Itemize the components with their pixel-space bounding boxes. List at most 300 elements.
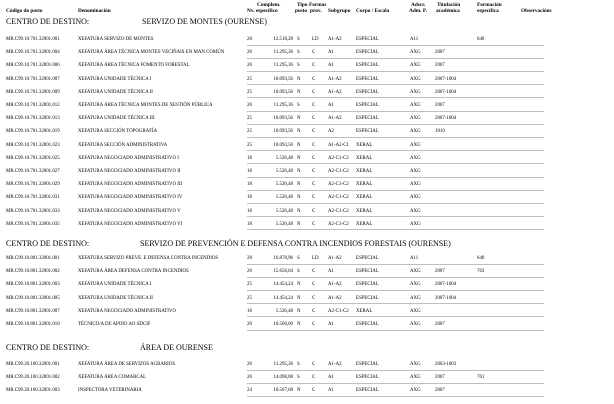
row-rule: [247, 264, 544, 265]
row-corpo: ESPECIAL: [356, 63, 379, 69]
row-titulacion: 2007: [435, 322, 445, 327]
row-nivel: 25: [247, 142, 252, 148]
row-denominacion: TÉCNICO/A DE APOIO AO SDCIF: [78, 322, 151, 327]
row-tipo: N: [297, 195, 301, 201]
row-denominacion: INSPECTORA VETERINARIA: [78, 388, 142, 394]
row-nivel: 26: [247, 63, 252, 69]
row-adscricion: AXG: [410, 182, 421, 188]
section-name: SERVIZO DE MONTES (OURENSE): [142, 17, 267, 26]
row-denominacion: XEFATURA NEGOCIADO ADMINISTRATIVO: [78, 308, 176, 314]
row-adscricion: A11: [410, 256, 419, 261]
row-nivel: 25: [247, 129, 252, 135]
row-titulacion: 2007: [435, 103, 445, 108]
row-tipo: S: [297, 375, 300, 381]
row-code: MR.C99.10.701.32001.012: [6, 103, 60, 108]
row-tipo: N: [297, 142, 301, 148]
row-formas: C: [312, 76, 316, 82]
row-subgrupo: A1-A2: [328, 116, 342, 122]
row-rule: [247, 277, 544, 278]
row-corpo: ESPECIAL: [356, 129, 379, 135]
table-row: [0, 222, 614, 235]
section-label: CENTRO DE DESTINO:: [6, 17, 90, 26]
row-nivel: 18: [247, 195, 252, 201]
row-tipo: S: [297, 362, 300, 367]
row-corpo: ESPECIAL: [356, 282, 379, 288]
row-subgrupo: A2: [328, 129, 334, 135]
row-adscricion: AXG: [410, 103, 421, 108]
row-complemento: 14.454,24: [273, 282, 293, 288]
table-row: [0, 209, 614, 222]
row-adscricion: AXG: [410, 129, 421, 135]
row-adscricion: AXG: [410, 50, 421, 56]
row-nivel: 18: [247, 208, 252, 214]
row-rule: [247, 84, 544, 85]
row-subgrupo: A2-C1-C2: [328, 221, 349, 227]
row-nivel: 25: [247, 295, 252, 301]
row-tipo: N: [297, 208, 301, 214]
row-adscricion: AXG: [410, 169, 421, 174]
row-complemento: 5.526,48: [275, 221, 293, 227]
row-formas: C: [312, 142, 316, 148]
row-code: MR.C99.10.701.32001.029: [6, 182, 60, 188]
row-rule: [247, 316, 544, 317]
row-rule: [247, 97, 544, 98]
row-titulacion: 2007: [435, 63, 445, 69]
header-complem-1: Complem.: [257, 2, 281, 8]
row-subgrupo: A1: [328, 269, 334, 275]
row-formas: C: [312, 362, 316, 367]
row-formas: C: [312, 282, 316, 288]
header-complem-2: Nv. específico: [247, 8, 278, 14]
row-subgrupo: A1: [328, 322, 334, 327]
row-rule: [247, 190, 544, 191]
row-complemento: 10.093,56: [273, 76, 293, 82]
row-rule: [247, 111, 544, 112]
row-subgrupo: A1-A2: [328, 89, 342, 95]
row-tipo: N: [297, 322, 301, 327]
row-corpo: XERAL: [356, 195, 373, 201]
row-denominacion: XEFATURA ÁREA TÉCNICA FOMENTO FORESTAL: [78, 63, 190, 69]
header-formacion-2: específica: [477, 8, 499, 14]
row-formas: C: [312, 182, 316, 188]
table-row: [0, 282, 614, 295]
row-nivel: 18: [247, 169, 252, 174]
row-titulacion: 2007: [435, 375, 445, 381]
row-adscricion: AXG: [410, 322, 421, 327]
table-row: [0, 296, 614, 309]
row-formas: C: [312, 195, 316, 201]
row-corpo: ESPECIAL: [356, 116, 379, 122]
row-titulacion: 2007-1004: [435, 295, 457, 301]
row-code: MR.C99.10.701.32001.023: [6, 142, 60, 148]
table-row: [0, 375, 614, 388]
row-formas: C: [312, 169, 316, 174]
row-complemento: 11.295,36: [273, 103, 293, 108]
row-adscricion: AXG: [410, 308, 421, 314]
row-nivel: 18: [247, 308, 252, 314]
row-adscricion: AXG: [410, 89, 421, 95]
row-titulacion: 2007-1004: [435, 89, 457, 95]
row-rule: [247, 177, 544, 178]
row-denominacion: XEFATURA NEGOCIADO ADMINISTRATIVO VI: [78, 221, 183, 227]
row-denominacion: XEFATURA NEGOCIADO ADMINISTRATIVO I: [78, 155, 179, 161]
row-adscricion: AXG: [410, 142, 421, 148]
row-code: MR.C99.10.701.32001.019: [6, 129, 60, 135]
row-subgrupo: A1-A2: [328, 37, 342, 42]
row-corpo: XERAL: [356, 208, 373, 214]
table-row: [0, 256, 614, 269]
table-row: [0, 322, 614, 335]
row-code: MR.C99.10.801.32001.002: [6, 269, 60, 275]
row-corpo: ESPECIAL: [356, 322, 379, 327]
table-row: [0, 362, 614, 375]
row-formas: C: [312, 63, 316, 69]
row-adscricion: AXG: [410, 63, 421, 69]
row-code: MR.C99.10.701.32001.006: [6, 63, 60, 69]
row-denominacion: XEFATURA SECCIÓN TOPOGRAFÍA: [78, 129, 158, 135]
row-tipo: N: [297, 221, 301, 227]
row-nivel: 18: [247, 182, 252, 188]
row-denominacion: XEFATURA SERVIZO DE MONTES: [78, 37, 154, 42]
header-titulacion-1: Titulación: [437, 2, 461, 8]
row-corpo: ESPECIAL: [356, 103, 379, 108]
row-adscricion: AXG: [410, 269, 421, 275]
row-code: MR.C99.10.701.32001.004: [6, 50, 60, 56]
row-complemento: 5.526,48: [275, 169, 293, 174]
row-tipo: N: [297, 155, 301, 161]
row-titulacion: 2007: [435, 50, 445, 56]
row-formas: C: [312, 50, 316, 56]
row-adscricion: AXG: [410, 195, 421, 201]
row-denominacion: XEFATURA SECCIÓN ADMINISTRATIVA: [78, 142, 168, 148]
row-complemento: 15.656,04: [273, 269, 293, 275]
row-rule: [247, 163, 544, 164]
row-tipo: N: [297, 388, 301, 394]
row-code: MR.C99.10.701.32001.001: [6, 37, 60, 42]
row-formas: C: [312, 129, 316, 135]
row-subgrupo: A2-C1-C2: [328, 169, 349, 174]
header-titulacion-2: académica: [436, 8, 460, 14]
row-tipo: N: [297, 295, 301, 301]
row-formas: C: [312, 308, 316, 314]
row-code: MR.C99.20.100.32001.001: [6, 362, 60, 367]
row-adscricion: AXG: [410, 116, 421, 122]
row-complemento: 10.093,56: [273, 129, 293, 135]
row-rule: [247, 383, 544, 384]
row-corpo: XERAL: [356, 182, 373, 188]
section-label: CENTRO DE DESTINO:: [6, 239, 90, 248]
header-formas-2: prov.: [310, 8, 322, 14]
row-complemento: 10.093,56: [273, 89, 293, 95]
row-code: MR.C99.10.801.32001.003: [6, 282, 60, 288]
row-formas: C: [312, 116, 316, 122]
row-formacion: 761: [477, 375, 485, 381]
row-code: MR.C99.10.701.32001.007: [6, 76, 60, 82]
row-formas: C: [312, 388, 316, 394]
row-adscricion: AXG: [410, 221, 421, 227]
header-observacions: Observacións: [521, 8, 552, 14]
row-tipo: N: [297, 308, 301, 314]
row-code: MR.C99.10.701.32001.013: [6, 116, 60, 122]
row-code: MR.C99.10.701.32001.033: [6, 208, 60, 214]
row-rule: [247, 330, 544, 331]
row-formacion: 640: [477, 256, 485, 261]
section-name: SERVIZO DE PREVENCIÓN E DEFENSA CONTRA INCENDIOS FORESTAIS (OURENSE): [140, 239, 451, 248]
row-denominacion: XEFATURA UNIDADE TÉCNICA I: [78, 76, 152, 82]
header-formas-1: Formas: [309, 2, 327, 8]
row-formas: C: [312, 208, 316, 214]
row-denominacion: XEFATURA ÁREA DEFENSA CONTRA INCENDIOS: [78, 269, 189, 275]
row-corpo: ESPECIAL: [356, 37, 379, 42]
row-subgrupo: A1: [328, 388, 334, 394]
row-complemento: 10.567,68: [273, 388, 293, 394]
row-complemento: 10.093,56: [273, 116, 293, 122]
row-complemento: 5.526,48: [275, 195, 293, 201]
row-nivel: 25: [247, 76, 252, 82]
row-denominacion: XEFATURA UNIDADE TÉCNICA III: [78, 116, 155, 122]
row-tipo: S: [297, 269, 300, 275]
row-subgrupo: A2-C1-C2: [328, 308, 349, 314]
header-corpo: Corpo / Escala: [356, 8, 390, 14]
row-complemento: 14.098,08: [273, 375, 293, 381]
row-rule: [247, 229, 544, 230]
row-corpo: ESPECIAL: [356, 388, 379, 394]
row-adscricion: A11: [410, 37, 419, 42]
row-tipo: N: [297, 182, 301, 188]
row-complemento: 11.295,36: [273, 50, 293, 56]
row-denominacion: XEFATURA NEGOCIADO ADMINISTRATIVO II: [78, 169, 181, 174]
row-code: MR.C99.10.801.32001.010: [6, 322, 60, 327]
section-name: ÁREA DE OURENSE: [140, 343, 213, 352]
row-subgrupo: A2-C1-C2: [328, 208, 349, 214]
row-tipo: S: [297, 103, 300, 108]
row-denominacion: XEFATURA ÁREA TÉCNICA MONTES DE XESTIÓN PÚBLICA: [78, 103, 213, 108]
row-tipo: S: [297, 63, 300, 69]
row-nivel: 25: [247, 282, 252, 288]
row-corpo: ESPECIAL: [356, 256, 379, 261]
row-nivel: 26: [247, 103, 252, 108]
header-subgrupo: Subgrupo: [328, 8, 351, 14]
row-nivel: 25: [247, 116, 252, 122]
row-tipo: N: [297, 282, 301, 288]
row-subgrupo: A1: [328, 375, 334, 381]
row-tipo: S: [297, 256, 300, 261]
row-subgrupo: A2-C1-C2: [328, 182, 349, 188]
row-rule: [247, 58, 544, 59]
row-nivel: 25: [247, 89, 252, 95]
row-tipo: N: [297, 76, 301, 82]
row-complemento: 5.526,48: [275, 155, 293, 161]
table-row: [0, 90, 614, 103]
table-row: [0, 63, 614, 76]
table-row: [0, 195, 614, 208]
row-nivel: 20: [247, 322, 252, 327]
table-row: [0, 156, 614, 169]
row-adscricion: AXG: [410, 295, 421, 301]
row-rule: [247, 290, 544, 291]
row-denominacion: XEFATURA NEGOCIADO ADMINISTRATIVO V: [78, 208, 181, 214]
row-nivel: 26: [247, 375, 252, 381]
table-row: [0, 77, 614, 90]
row-corpo: XERAL: [356, 142, 373, 148]
table-row: [0, 269, 614, 282]
table-row: [0, 388, 614, 401]
row-corpo: ESPECIAL: [356, 295, 379, 301]
row-adscricion: AXG: [410, 388, 421, 394]
row-titulacion: 2003-1003: [435, 362, 457, 367]
row-subgrupo: A2-C1-C2: [328, 155, 349, 161]
row-tipo: N: [297, 116, 301, 122]
row-code: MR.C99.10.801.32001.005: [6, 295, 60, 301]
row-tipo: N: [297, 89, 301, 95]
header-denominacion: Denominación: [78, 8, 111, 14]
row-nivel: 18: [247, 155, 252, 161]
row-corpo: XERAL: [356, 155, 373, 161]
section-label: CENTRO DE DESTINO:: [6, 343, 90, 352]
row-titulacion: 2007-1004: [435, 116, 457, 122]
row-corpo: XERAL: [356, 308, 373, 314]
table-row: [0, 103, 614, 116]
row-corpo: ESPECIAL: [356, 50, 379, 56]
row-rule: [247, 45, 544, 46]
row-code: MR.C99.10.801.32001.007: [6, 308, 60, 314]
row-complemento: 11.295,36: [273, 63, 293, 69]
row-subgrupo: A1: [328, 50, 334, 56]
row-adscricion: AXG: [410, 155, 421, 161]
row-subgrupo: A1-A2: [328, 76, 342, 82]
row-rule: [247, 396, 544, 397]
row-rule: [247, 71, 544, 72]
row-titulacion: 2007-1004: [435, 282, 457, 288]
row-denominacion: XEFATURA ÁREA TÉCNICA MONTES VECIÑAIS EN MAN COMÚN: [78, 50, 225, 56]
row-corpo: ESPECIAL: [356, 362, 379, 367]
row-titulacion: 2007-1004: [435, 76, 457, 82]
row-formas: C: [312, 155, 316, 161]
row-formacion: 763: [477, 269, 485, 275]
row-denominacion: XEFATURA UNIDADE TÉCNICA II: [78, 89, 153, 95]
row-code: MR.C99.10.701.32001.027: [6, 169, 60, 174]
row-subgrupo: A1: [328, 63, 334, 69]
table-row: [0, 50, 614, 63]
header-tipo-2: posto: [295, 8, 308, 14]
row-titulacion: 2007: [435, 269, 445, 275]
row-corpo: ESPECIAL: [356, 375, 379, 381]
table-row: [0, 37, 614, 50]
row-tipo: N: [297, 169, 301, 174]
row-corpo: XERAL: [356, 169, 373, 174]
row-complemento: 16.878,96: [273, 256, 293, 261]
row-subgrupo: A1-A2: [328, 295, 342, 301]
row-subgrupo: A1-A2: [328, 282, 342, 288]
row-adscricion: AXG: [410, 375, 421, 381]
table-row: [0, 182, 614, 195]
row-adscricion: AXG: [410, 282, 421, 288]
row-adscricion: AXG: [410, 362, 421, 367]
row-formas: C: [312, 375, 316, 381]
row-nivel: 24: [247, 388, 252, 394]
row-code: MR.C99.10.701.32001.031: [6, 195, 60, 201]
row-adscricion: AXG: [410, 208, 421, 214]
table-row: [0, 129, 614, 142]
row-tipo: S: [297, 37, 300, 42]
row-rule: [247, 303, 544, 304]
row-complemento: 10.560,00: [273, 322, 293, 327]
header-tipo-1: Tipo: [297, 2, 308, 8]
row-corpo: XERAL: [356, 221, 373, 227]
row-complemento: 5.526,48: [275, 308, 293, 314]
row-denominacion: XEFATURA ÁREA DE SERVIZOS AGRARIOS: [78, 362, 176, 367]
row-complemento: 12.518,28: [273, 37, 293, 42]
row-denominacion: XEFATURA NEGOCIADO ADMINISTRATIVO III: [78, 182, 183, 188]
row-titulacion: 1010: [435, 129, 445, 135]
row-nivel: 28: [247, 256, 252, 261]
row-code: MR.C99.10.801.32001.001: [6, 256, 60, 261]
table-row: [0, 116, 614, 129]
row-rule: [247, 203, 544, 204]
row-subgrupo: A2-C1-C2: [328, 195, 349, 201]
row-adscricion: AXG: [410, 76, 421, 82]
row-corpo: ESPECIAL: [356, 76, 379, 82]
row-nivel: 26: [247, 362, 252, 367]
header-adscr-2: Adm. P.: [409, 8, 427, 14]
row-complemento: 5.526,48: [275, 208, 293, 214]
row-rule: [247, 216, 544, 217]
row-formas: LD: [312, 256, 319, 261]
header-adscr-1: Adscr.: [411, 2, 426, 8]
row-subgrupo: A1-A2: [328, 256, 342, 261]
row-code: MR.C99.10.701.32001.035: [6, 221, 60, 227]
row-code: MR.C99.20.100.32001.002: [6, 375, 60, 381]
row-nivel: 28: [247, 37, 252, 42]
row-nivel: 26: [247, 50, 252, 56]
row-nivel: 18: [247, 221, 252, 227]
row-tipo: N: [297, 129, 301, 135]
row-formas: C: [312, 89, 316, 95]
row-corpo: ESPECIAL: [356, 89, 379, 95]
row-code: MR.C99.10.701.32001.025: [6, 155, 60, 161]
row-formas: C: [312, 322, 316, 327]
row-corpo: ESPECIAL: [356, 269, 379, 275]
row-rule: [247, 124, 544, 125]
row-rule: [247, 137, 544, 138]
row-formas: C: [312, 221, 316, 227]
row-complemento: 11.295,36: [273, 362, 293, 367]
row-formas: C: [312, 103, 316, 108]
header-codigo: Código do posto: [6, 8, 43, 14]
header-formacion-1: Formación: [477, 2, 502, 8]
row-code: MR.C99.20.100.32001.003: [6, 388, 60, 394]
row-denominacion: XEFATURA NEGOCIADO ADMINISTRATIVO IV: [78, 195, 183, 201]
row-subgrupo: A1-A2-C1: [328, 142, 349, 148]
row-formas: C: [312, 295, 316, 301]
row-subgrupo: A1: [328, 103, 334, 108]
row-formacion: 640: [477, 37, 485, 42]
row-rule: [247, 370, 544, 371]
row-complemento: 10.093,56: [273, 142, 293, 148]
row-tipo: S: [297, 50, 300, 56]
table-row: [0, 309, 614, 322]
table-row: [0, 143, 614, 156]
table-row: [0, 169, 614, 182]
row-nivel: 26: [247, 269, 252, 275]
row-code: MR.C99.10.701.32001.009: [6, 89, 60, 95]
row-denominacion: XEFATURA ÁREA COMARCAL: [78, 375, 147, 381]
row-denominacion: XEFATURA SERVIZO PREVE. E DEFENSA CONTRA INCENDIOS: [78, 256, 219, 261]
row-titulacion: 2007: [435, 388, 445, 394]
row-subgrupo: A1-A2: [328, 362, 342, 367]
row-complemento: 5.526,48: [275, 182, 293, 188]
row-complemento: 14.454,24: [273, 295, 293, 301]
